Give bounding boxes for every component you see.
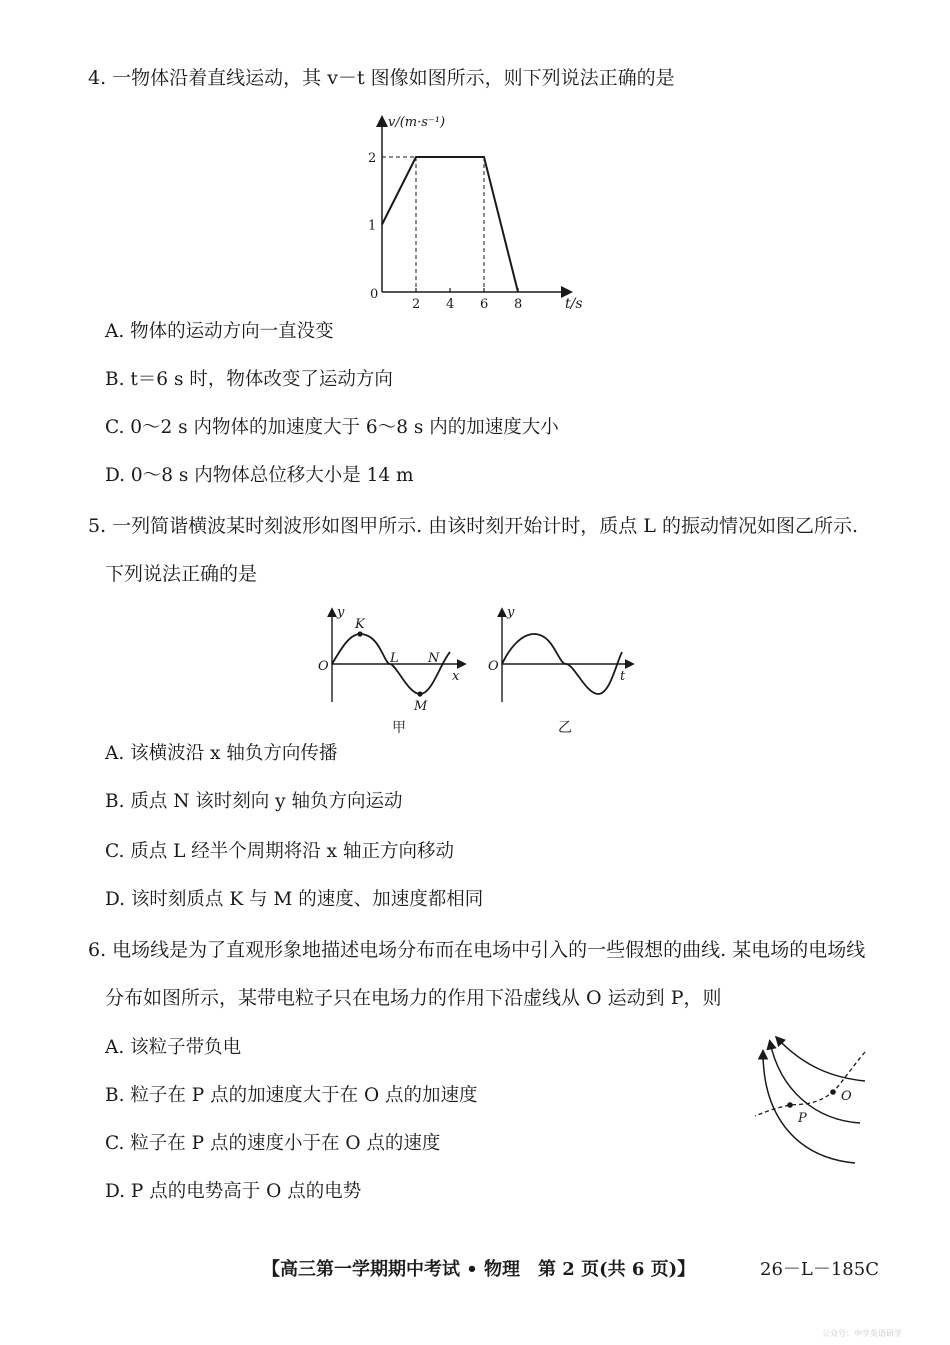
q5-option-b: B. 质点 N 该时刻向 y 轴负方向运动 — [105, 791, 403, 812]
jia-M-label: M — [414, 699, 428, 714]
jia-x-label: x — [452, 669, 460, 684]
q4-option-c: C. 0～2 s 内物体的加速度大于 6～8 s 内的加速度大小 — [105, 417, 559, 438]
q5-option-a: A. 该横波沿 x 轴负方向传播 — [105, 743, 338, 764]
q5-stem-line2: 下列说法正确的是 — [105, 563, 258, 585]
point-P — [787, 1102, 793, 1108]
yi-caption: 乙 — [558, 720, 572, 736]
point-O — [830, 1089, 836, 1095]
q4-x-tick-label-4: 4 — [446, 297, 455, 310]
q6-option-d: D. P 点的电势高于 O 点的电势 — [105, 1181, 362, 1202]
watermark: 公众号：中学英语研学 — [822, 1329, 902, 1338]
jia-L-label: L — [390, 651, 399, 666]
label-O: O — [841, 1089, 852, 1104]
q6-stem-line1: 6. 电场线是为了直观形象地描述电场分布而在电场中引入的一些假想的曲线. 某电场的电场线 — [88, 939, 866, 961]
jia-caption: 甲 — [392, 720, 406, 736]
q4-option-b: B. t＝6 s 时，物体改变了运动方向 — [105, 369, 393, 390]
jia-point-K — [357, 631, 362, 636]
q4-y-tick-label-2: 2 — [368, 151, 377, 166]
q4-y-axis-label: v/(m·s⁻¹) — [388, 115, 446, 130]
jia-point-M — [417, 691, 422, 696]
q4-velocity-line — [382, 157, 518, 292]
footer-title: 【高三第一学期期中考试 • 物理 第 2 页(共 6 页)】 — [262, 1259, 696, 1280]
q4-vt-graph — [360, 110, 600, 310]
jia-N-label: N — [428, 651, 440, 666]
q4-x-tick-label-2: 2 — [412, 297, 421, 310]
jia-origin: O — [318, 659, 329, 674]
yi-origin: O — [488, 659, 499, 674]
q6-option-b: B. 粒子在 P 点的加速度大于在 O 点的加速度 — [105, 1085, 478, 1106]
field-line-1 — [777, 1038, 865, 1081]
q5-option-d: D. 该时刻质点 K 与 M 的速度、加速度都相同 — [105, 889, 484, 910]
field-line-3 — [763, 1052, 855, 1163]
q4-option-a: A. 物体的运动方向一直没变 — [105, 321, 334, 342]
q6-option-c: C. 粒子在 P 点的速度小于在 O 点的速度 — [105, 1133, 441, 1154]
yi-x-label: t — [620, 669, 626, 684]
q5-option-c: C. 质点 L 经半个周期将沿 x 轴正方向移动 — [105, 841, 454, 862]
yi-y-label: y — [507, 605, 515, 620]
q4-x-tick-label-6: 6 — [480, 297, 489, 310]
label-P: P — [798, 1111, 807, 1126]
q5-figure-yi — [482, 602, 642, 742]
q6-stem-line2: 分布如图所示，某带电粒子只在电场力的作用下沿虚线从 O 运动到 P，则 — [105, 987, 722, 1009]
q6-field-figure — [745, 1030, 875, 1170]
jia-y-label: y — [337, 605, 345, 620]
q4-stem: 4. 一物体沿着直线运动，其 v－t 图像如图所示，则下列说法正确的是 — [88, 67, 675, 89]
q5-stem-line1: 5. 一列简谐横波某时刻波形如图甲所示. 由该时刻开始计时，质点 L 的振动情况如图乙所示. — [88, 515, 858, 537]
q4-y-tick-label-1: 1 — [368, 218, 377, 234]
q6-option-a: A. 该粒子带负电 — [105, 1037, 242, 1058]
footer-code: 26－L－185C — [760, 1259, 879, 1280]
q4-x-axis-label: t/s — [565, 296, 583, 310]
q4-origin-label: 0 — [370, 287, 379, 302]
q5-figure-jia — [312, 602, 482, 742]
q4-x-tick-label-8: 8 — [514, 297, 523, 310]
q4-option-d: D. 0～8 s 内物体总位移大小是 14 m — [105, 465, 414, 486]
jia-K-label: K — [355, 617, 365, 632]
field-line-2 — [770, 1042, 860, 1123]
